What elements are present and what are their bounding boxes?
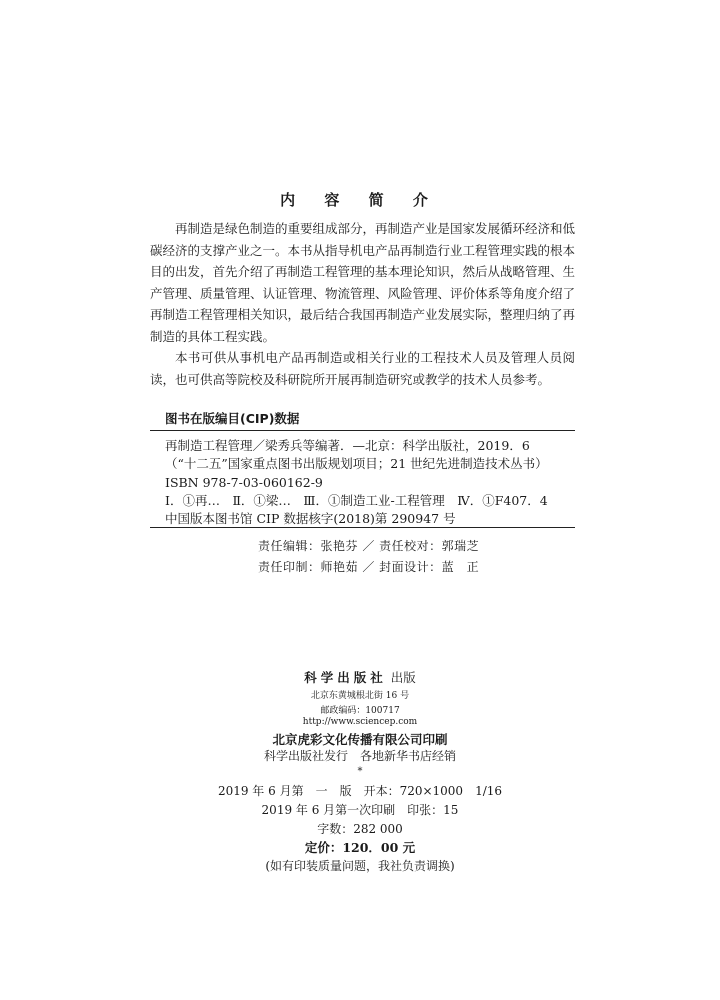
separator-star: * (357, 766, 363, 777)
cip-line: （“十二五”国家重点图书出版规划项目；21 世纪先进制造技术丛书） (165, 456, 548, 472)
publisher-url: http://www.sciencep.com (302, 717, 418, 727)
cip-line: ISBN 978-7-03-060162-9 (165, 474, 323, 490)
word-count: 字数：282 000 (317, 822, 403, 836)
publisher-line (0, 668, 720, 686)
impression-line: 2019 年 6 月第一次印刷 印张：15 (261, 803, 459, 817)
postcode: 邮政编码：100717 (320, 706, 400, 716)
credit-line: 责任编辑：张艳芬 ／ 责任校对：郭瑞芝 (258, 539, 480, 553)
cip-block (165, 437, 575, 528)
distributor-line: 科学出版社发行 各地新华书店经销 (263, 749, 456, 763)
cip-bottom-rule (150, 527, 575, 528)
quality-notice: (如有印装质量问题，我社负责调换) (265, 859, 455, 873)
publisher-address: 北京东黄城根北街 16 号 (310, 691, 410, 701)
cip-line: 中国版本图书馆 CIP 数据核字(2018)第 290947 号 (165, 511, 456, 527)
cip-line: Ⅰ．①再… Ⅱ．①梁… Ⅲ．①制造工业-工程管理 Ⅳ．①F407．4 (165, 492, 548, 508)
cip-heading: 图书在版编目(CIP)数据 (165, 411, 300, 426)
price: 定价：120．00 元 (304, 840, 416, 855)
cip-line: 再制造工程管理／梁秀兵等编著．—北京：科学出版社，2019．6 (165, 438, 530, 453)
edition-line: 2019 年 6 月第 一 版 开本：720×1000 1/16 (217, 784, 503, 798)
editorial-credits (258, 536, 479, 578)
printer-line: 北京虎彩文化传播有限公司印刷 (272, 732, 448, 747)
introduction (150, 218, 575, 390)
cip-top-rule (150, 430, 575, 431)
publisher-suffix: 出版 (386, 670, 416, 685)
intro-paragraph: 本书可供从事机电产品再制造或相关行业的工程技术人员及管理人员阅读，也可供高等院校及科研院所开展再制造研究或教学的技术人员参考。 (150, 350, 575, 387)
page-title: 内 容 简 介 (280, 191, 440, 209)
publisher-name: 科学出版社 (304, 670, 387, 685)
credit-line: 责任印制：师艳茹 ／ 封面设计：蓝 正 (258, 560, 480, 574)
intro-paragraph: 再制造是绿色制造的重要组成部分，再制造产业是国家发展循环经济和低碳经济的支撑产业之一。本书从指导机电产品再制造行业工程管理实践的根本目的出发，首先介绍了再制造工程管理的基本理论知识，然后从战略管理、生产管理、质量管理、认证管理、物流管理、风险管理、评价体系等角度介绍了再制造工程管理相关知识，最后结合我国再制造产业发展实际，整理归纳了再制造的具体工程实践。 (150, 221, 576, 344)
